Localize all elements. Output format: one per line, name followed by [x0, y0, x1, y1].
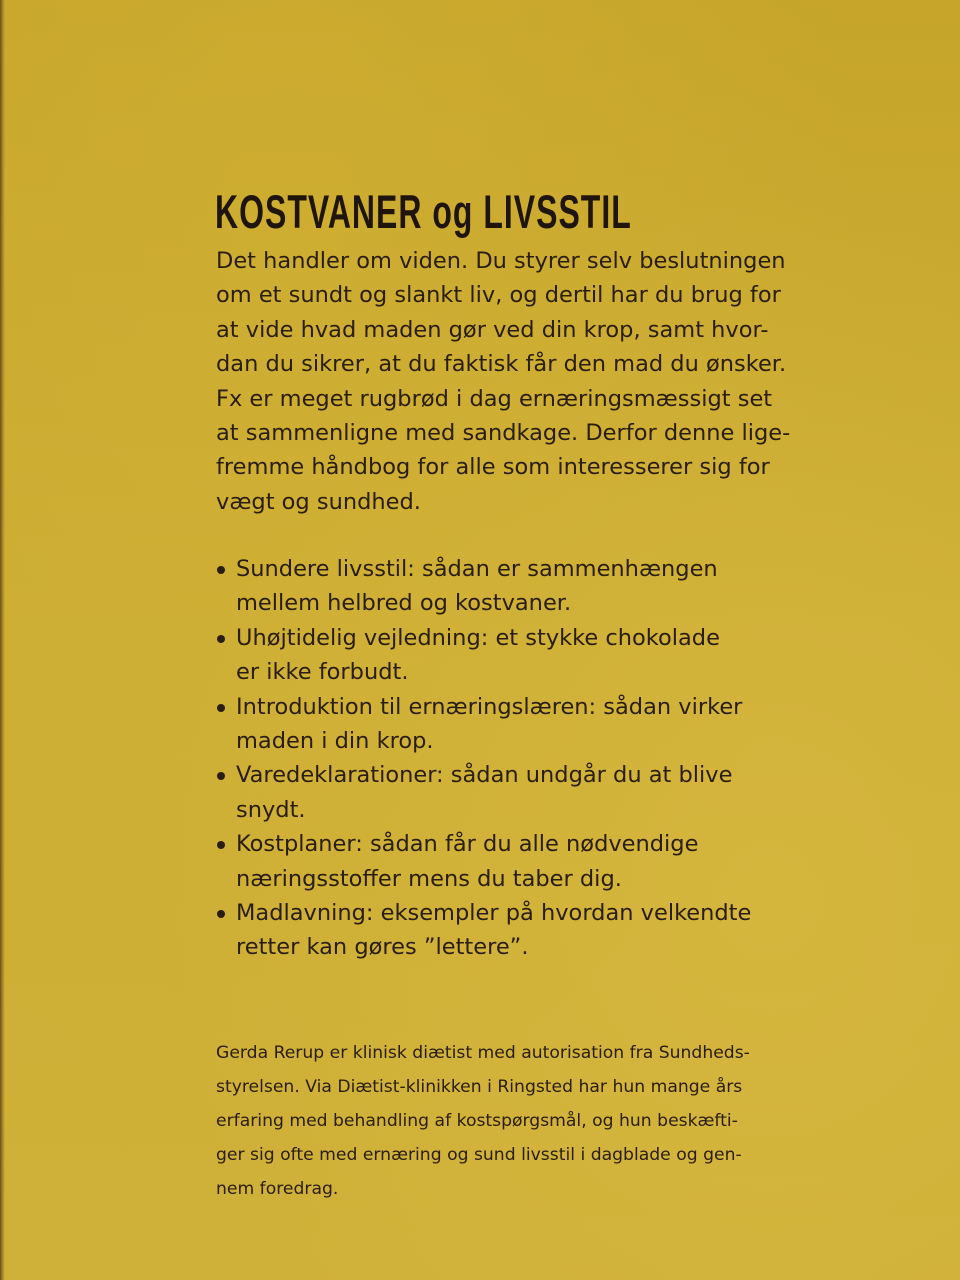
bullet-item	[216, 758, 836, 827]
bullet-dot-icon	[217, 772, 225, 780]
bullet-dot-icon	[217, 841, 225, 849]
book-title: KOSTVANER og LIVSSTIL	[215, 185, 632, 238]
author-line: styrelsen. Via Diætist-klinikken i Ringsted har hun mange års	[216, 1077, 743, 1097]
bullet-line: snydt.	[236, 796, 306, 823]
bullet-item	[216, 621, 836, 690]
intro-line: at sammenligne med sandkage. Derfor denne lige-	[216, 420, 791, 447]
intro-paragraph	[216, 244, 836, 519]
intro-line: om et sundt og slankt liv, og dertil har du brug for	[216, 282, 781, 309]
author-line: erfaring med behandling af kostspørgsmål, og hun beskæfti-	[216, 1111, 738, 1131]
bullet-item	[216, 896, 836, 965]
bullet-line: Introduktion til ernæringslæren: sådan virker	[236, 693, 743, 720]
bullet-dot-icon	[217, 566, 225, 574]
feature-bullet-list	[216, 552, 836, 965]
bullet-line: Kostplaner: sådan får du alle nødvendige	[236, 831, 699, 858]
bullet-line: Uhøjtidelig vejledning: et stykke chokolade	[236, 624, 720, 651]
bullet-line: er ikke forbudt.	[236, 659, 409, 686]
bullet-dot-icon	[217, 635, 225, 643]
bullet-dot-icon	[217, 704, 225, 712]
bullet-item	[216, 552, 836, 621]
intro-line: at vide hvad maden gør ved din krop, samt hvor-	[216, 316, 769, 343]
bullet-line: Sundere livsstil: sådan er sammenhængen	[236, 556, 718, 582]
intro-line: fremme håndbog for alle som interesserer sig for	[216, 454, 770, 481]
bullet-item	[216, 827, 836, 896]
bullet-dot-icon	[217, 910, 225, 918]
bullet-line: Madlavning: eksempler på hvordan velkendte	[236, 900, 752, 927]
bullet-line: maden i din krop.	[236, 728, 434, 755]
intro-line: Fx er meget rugbrød i dag ernæringsmæssigt set	[216, 385, 773, 412]
bullet-line: næringsstoffer mens du taber dig.	[236, 865, 622, 892]
author-bio	[216, 1036, 816, 1206]
intro-line: dan du sikrer, at du faktisk får den mad du ønsker.	[216, 351, 787, 378]
bullet-line: mellem helbred og kostvaner.	[236, 590, 572, 617]
author-line: Gerda Rerup er klinisk diætist med autorisation fra Sundheds-	[216, 1043, 750, 1063]
intro-line: vægt og sundhed.	[216, 488, 421, 515]
bullet-item	[216, 690, 836, 759]
intro-line: Det handler om viden. Du styrer selv beslutningen	[216, 248, 786, 274]
bullet-line: retter kan gøres ”lettere”.	[236, 934, 529, 961]
bullet-line: Varedeklarationer: sådan undgår du at blive	[236, 762, 733, 789]
author-line: nem foredrag.	[216, 1179, 339, 1199]
author-line: ger sig ofte med ernæring og sund livsstil i dagblade og gen-	[216, 1145, 742, 1165]
